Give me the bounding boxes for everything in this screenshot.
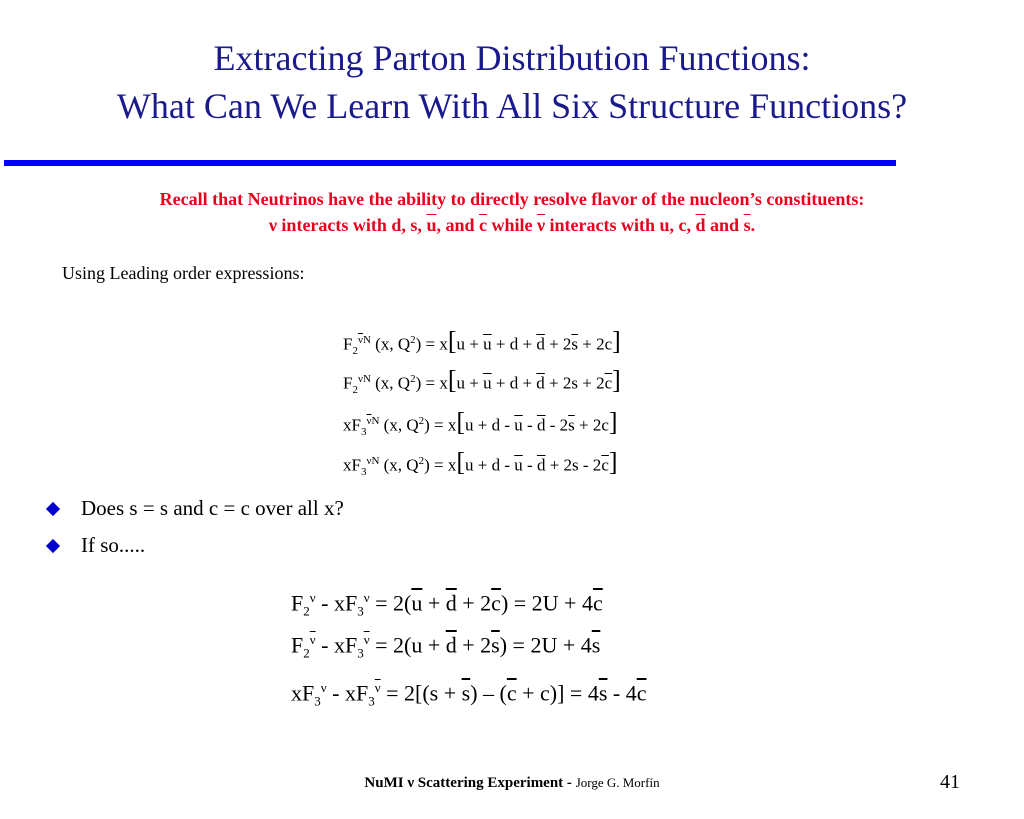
slide-title-line-2: What Can We Learn With All Six Structure Functions? bbox=[116, 86, 908, 126]
leading-order-intro: Using Leading order expressions: bbox=[62, 263, 305, 283]
recall-line-2: ν interacts with d, s, $\overline{u}$, and $\overline{c}$ while $\overline{\nu}$ interacts with u, c, $\overline{d}$ and $\overline{s}$. bbox=[268, 215, 756, 235]
bullet-item bbox=[48, 496, 344, 521]
lo-equation-2: $F_2^{\nu N}$ (x, $Q^2) = x[u + \overline{u} + d + \overline{d} + 2s + 2\overline{c}]$ bbox=[343, 365, 621, 397]
footer-author: Jorge G. Morfín bbox=[575, 775, 660, 790]
footer-title: NuMI ν Scattering Experiment - bbox=[364, 775, 576, 791]
lo-equation-4: $xF_3^{\nu N}$ (x, $Q^2) = x[u + d - \overline{u} - \overline{d} + 2s - 2\overline{c}]$ bbox=[343, 447, 618, 479]
slide-title-line-1: Extracting Parton Distribution Functions: bbox=[213, 38, 811, 78]
final-equation-2: $F_2^{\overline{\nu}} - xF_3^{\overline{\nu}} = 2(u + \overline{d} + 2\overline{s}) = 2U + 4\overline{s}$ bbox=[291, 632, 601, 661]
diamond-bullet-icon bbox=[46, 501, 60, 515]
slide-footer bbox=[0, 775, 1024, 792]
lo-equation-1: $F_2^{\overline{\nu}N}$ (x, $Q^2) = x[u + \overline{u} + d + \overline{d} + 2\overline{s} + 2c]$ bbox=[343, 326, 621, 358]
bullet-text: Does s = s and c = c over all x? bbox=[81, 496, 344, 520]
lo-equation-3: $xF_3^{\overline{\nu}N}$ (x, $Q^2) = x[u + d - \overline{u} - \overline{d} - 2\overline{s} + 2c]$ bbox=[343, 407, 618, 439]
page-number: 41 bbox=[940, 771, 960, 793]
recall-line-1: Recall that Neutrinos have the ability to directly resolve flavor of the nucleon’s constituents: bbox=[159, 189, 865, 209]
diamond-bullet-icon bbox=[46, 538, 60, 552]
final-equation-1: $F_2^\nu - xF_3^\nu = 2(\overline{u} + \overline{d} + 2\overline{c}) = 2U + 4\overline{c}$ bbox=[291, 590, 603, 619]
title-divider bbox=[4, 160, 896, 166]
bullet-text: If so..... bbox=[81, 533, 146, 557]
bullet-item bbox=[48, 533, 145, 558]
final-equation-3: $xF_3^\nu - xF_3^{\overline{\nu}} = 2[(s + \overline{s}) - (\overline{c} + c)] = 4\overline{s} - 4\overline{c}$ bbox=[291, 680, 647, 709]
